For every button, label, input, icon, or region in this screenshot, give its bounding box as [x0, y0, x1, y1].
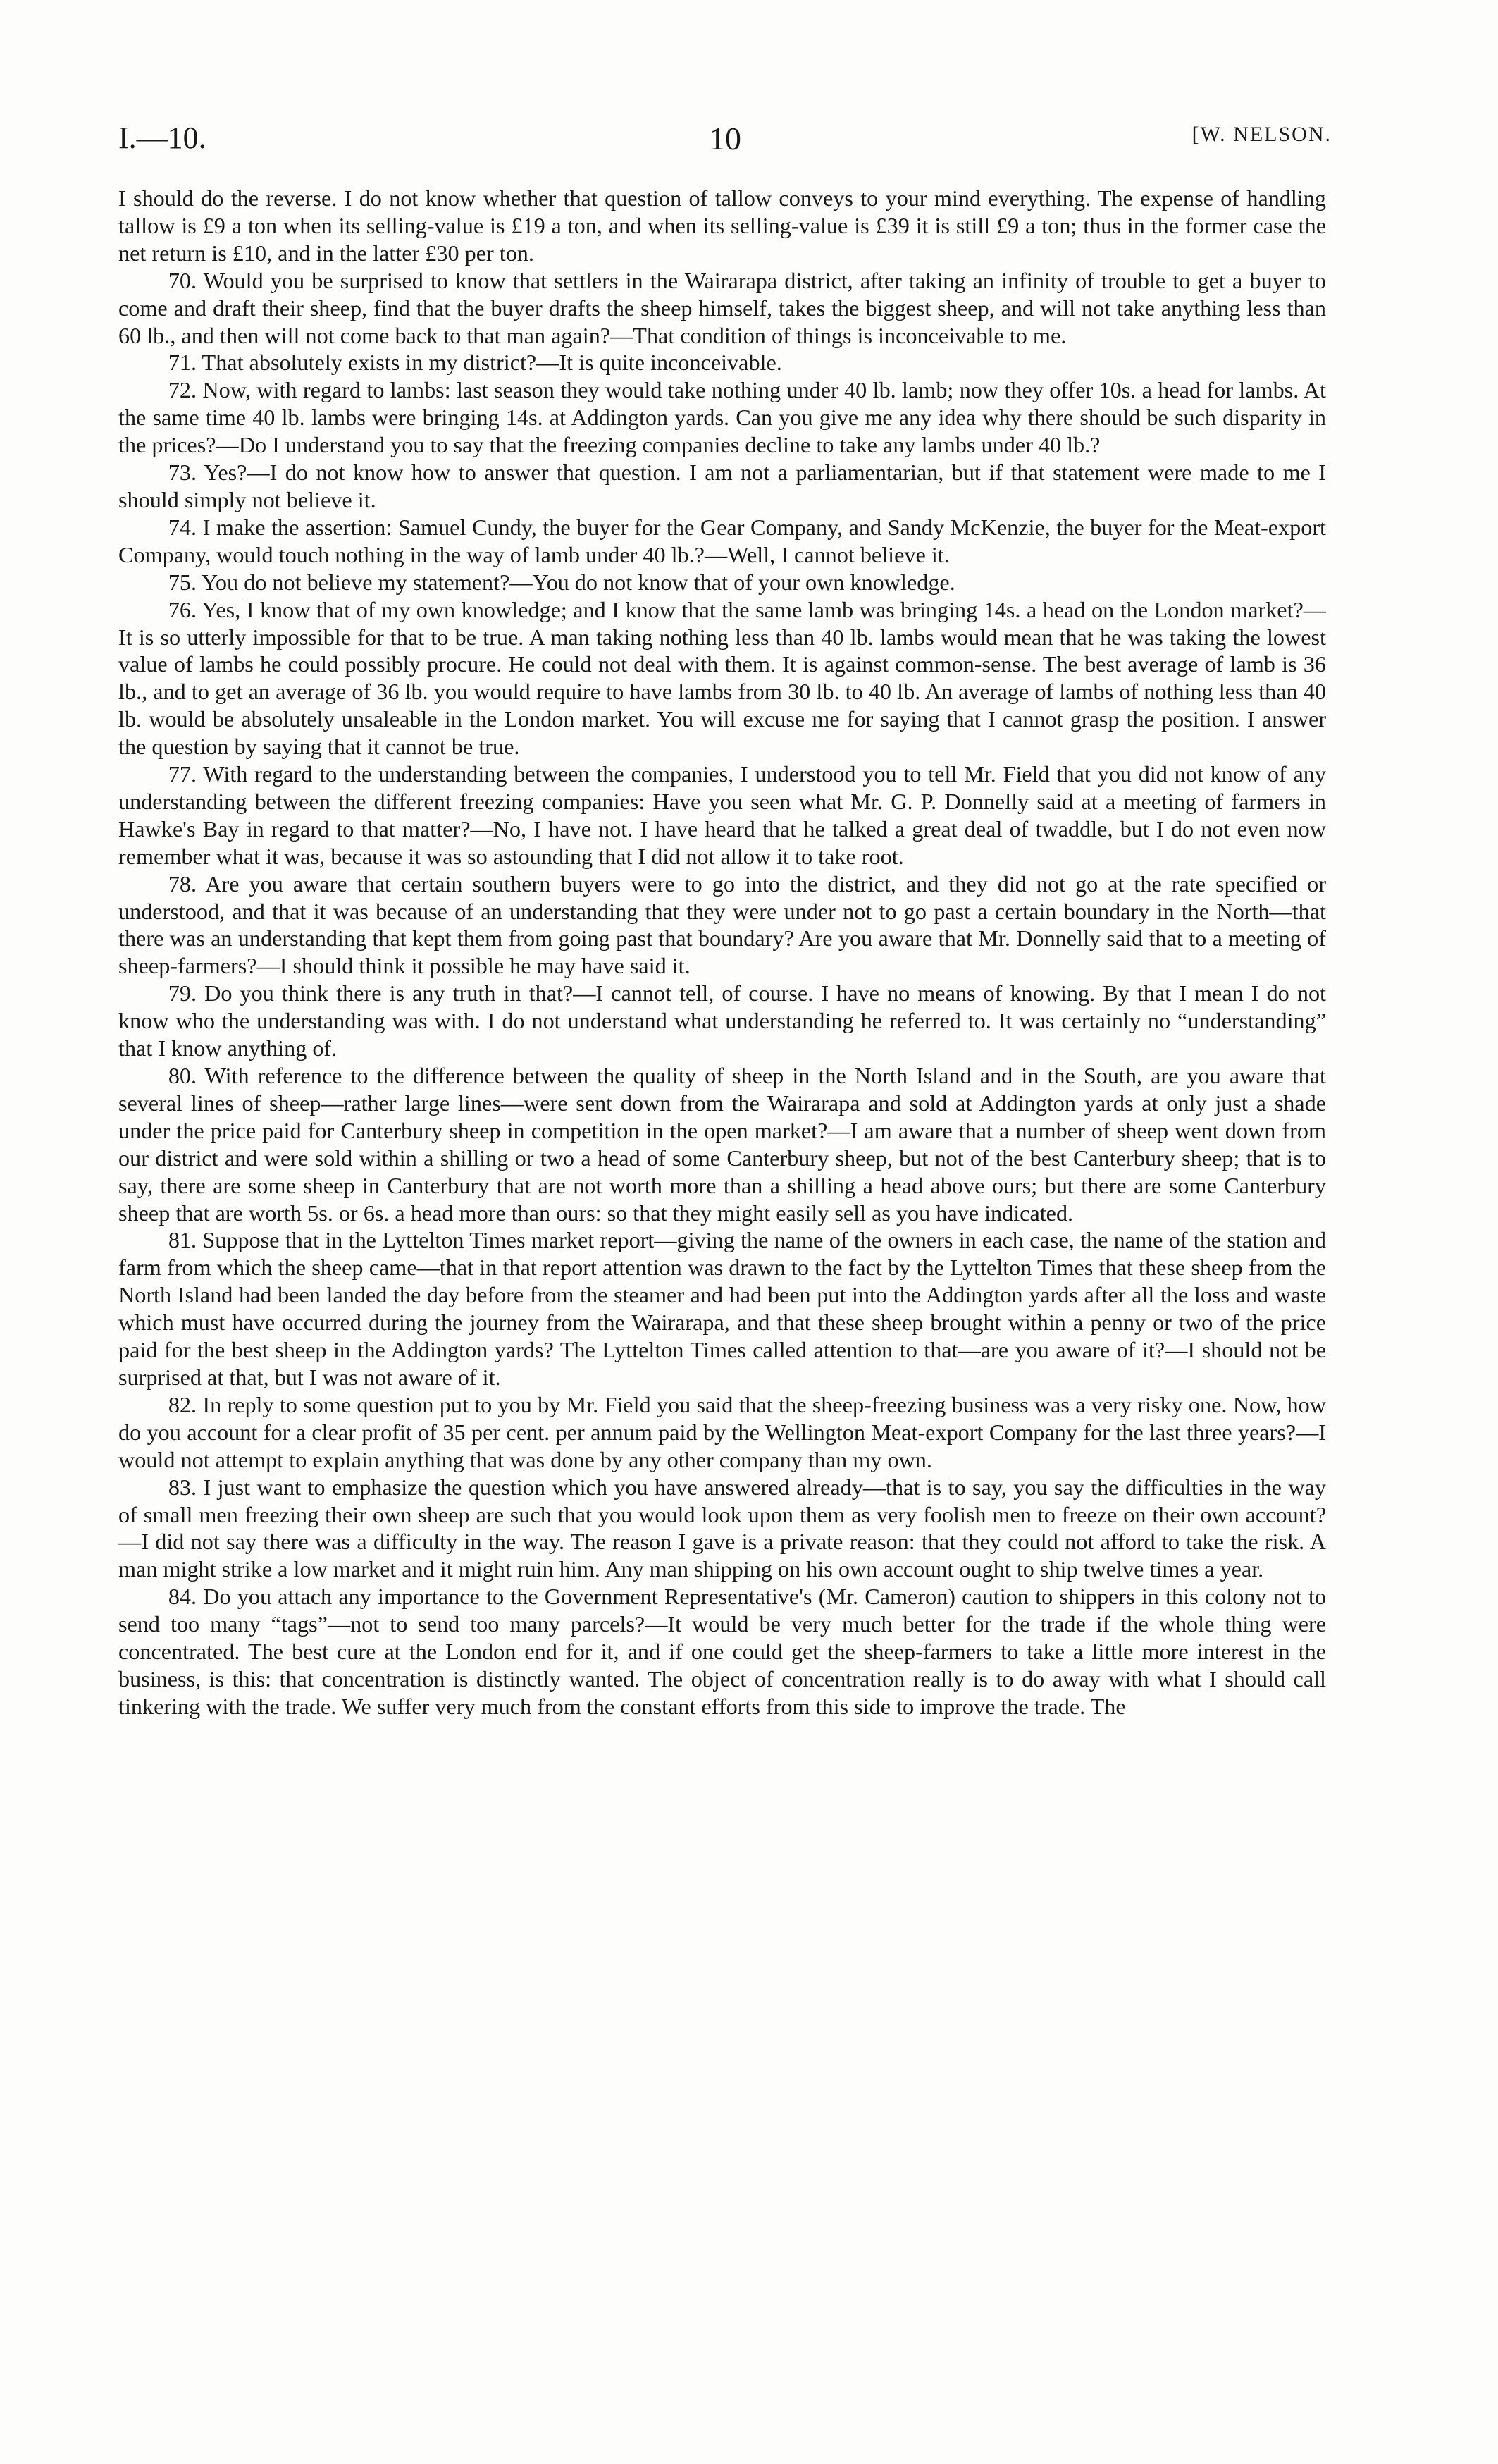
paragraph-q75: 75. You do not believe my statement?—You do not know that of your own knowledge.: [168, 569, 955, 595]
body-text: [118, 185, 1326, 1720]
paragraph-q80: 80. With reference to the difference between the quality of sheep in the North Island and in the South, are you aware that several lines of sheep—rather large lines—were sent down from the Wairarapa and sold at Addington yards at only just a shade under the price paid for Canterbury sheep in competition in the open market?—I am aware that a number of sheep went down from our district and were sold within a shilling or two a head of some Canterbury sheep, but not of the best Canterbury sheep; that is to say, there are some sheep in Canterbury that are not worth more than a shilling a head above ours; but there are some Canterbury sheep that are worth 5s. or 6s. a head more than ours: so that they might easily sell as you have indicated.: [118, 1063, 1326, 1226]
report-reference: I.—10.: [118, 121, 206, 155]
paragraph-q78: 78. Are you aware that certain southern buyers were to go into the district, and they did not go at the rate specified or understood, and that it was because of an understanding that they were under not to go past a certain boundary in the North—that there was an understanding that kept them from going past that boundary? Are you aware that Mr. Donnelly said that to a meeting of sheep-farmers?—I should think it possible he may have said it.: [118, 870, 1326, 979]
paragraph-q83: 83. I just want to emphasize the question which you have answered already—that is to say, you say the difficulties in the way of small men freezing their own sheep are such that you would look upon them as very foolish men to freeze on their own account?—I did not say there was a difficulty in the way. The reason I gave is a private reason: that they could not afford to take the risk. A man might strike a low market and it might ruin him. Any man shipping on his own account ought to ship twelve times a year.: [118, 1474, 1326, 1582]
paragraph-q77: 77. With regard to the understanding between the companies, I understood you to tell Mr. Field that you did not know of any understanding between the different freezing companies: Have you seen what Mr. G. P. Donnelly said at a meeting of farmers in Hawke's Bay in regard to that matter?—No, I have not. I have heard that he talked a great deal of twaddle, but I do not even now remember what it was, because it was so astounding that I did not allow it to take root.: [118, 761, 1326, 869]
paragraph-q79: 79. Do you think there is any truth in that?—I cannot tell, of course. I have no means of knowing. By that I mean I do not know who the understanding was with. I do not understand what understanding he referred to. It was certainly no “understanding” that I know anything of.: [118, 980, 1326, 1061]
paragraph-continuation: I should do the reverse. I do not know whether that question of tallow conveys to your mind everything. The expense of handling tallow is £9 a ton when its selling-value is £19 a ton, and when its selling-value is £39 it is still £9 a ton; thus in the former case the net return is £10, and in the latter £30 per ton.: [118, 185, 1326, 266]
paragraph-q74: 74. I make the assertion: Samuel Cundy, the buyer for the Gear Company, and Sandy McKenzie, the buyer for the Meat-export Company, would touch nothing in the way of lamb under 40 lb.?—Well, I cannot believe it.: [118, 514, 1326, 567]
page-header: [118, 113, 1332, 162]
paragraph-q82: 82. In reply to some question put to you by Mr. Field you said that the sheep-freezing business was a very risky one. Now, how do you account for a clear profit of 35 per cent. per annum paid by the Wellington Meat-export Company for the last three years?—I would not attempt to explain anything that was done by any other company than my own.: [118, 1391, 1326, 1472]
witness-name: [W. NELSON.: [1191, 123, 1332, 146]
page-number: 10: [709, 121, 741, 156]
paragraph-q73: 73. Yes?—I do not know how to answer that question. I am not a parliamentarian, but if that statement were made to me I should simply not believe it.: [118, 460, 1326, 512]
paragraph-q76: 76. Yes, I know that of my own knowledge; and I know that the same lamb was bringing 14s. a head on the London market?—It is so utterly impossible for that to be true. A man taking nothing less than 40 lb. lambs would mean that he was taking the lowest value of lambs he could possibly procure. He could not deal with them. It is against common-sense. The best average of lamb is 36 lb., and to get an average of 36 lb. you would require to have lambs from 30 lb. to 40 lb. An average of lambs of nothing less than 40 lb. would be absolutely unsaleable in the London market. You will excuse me for saying that I cannot grasp the position. I answer the question by saying that it cannot be true.: [118, 596, 1326, 760]
paragraph-q84: 84. Do you attach any importance to the Government Representative's (Mr. Cameron) caution to shippers in this colony not to send too many “tags”—not to send too many parcels?—It would be very much better for the trade if the whole thing were concentrated. The best cure at the London end for it, and if one could get the sheep-farmers to take a little more interest in the business, is this: that concentration is distinctly wanted. The object of concentration really is to do away with what I should call tinkering with the trade. We suffer very much from the constant efforts from this side to improve the trade. The: [118, 1584, 1326, 1719]
paragraph-q71: 71. That absolutely exists in my district?—It is quite inconceivable.: [168, 350, 782, 376]
paragraph-q72: 72. Now, with regard to lambs: last season they would take nothing under 40 lb. lamb; now they offer 10s. a head for lambs. At the same time 40 lb. lambs were bringing 14s. at Addington yards. Can you give me any idea why there should be such disparity in the prices?—Do I understand you to say that the freezing companies decline to take any lambs under 40 lb.?: [118, 377, 1326, 458]
paragraph-q70: 70. Would you be surprised to know that settlers in the Wairarapa district, after taking an infinity of trouble to get a buyer to come and draft their sheep, find that the buyer drafts the sheep himself, takes the biggest sheep, and will not take anything less than 60 lb., and then will not come back to that man again?—That condition of things is inconceivable to me.: [118, 267, 1326, 348]
paragraph-q81: 81. Suppose that in the Lyttelton Times market report—giving the name of the owners in each case, the name of the station and farm from which the sheep came—that in that report attention was drawn to the fact by the Lyttelton Times that these sheep from the North Island had been landed the day before from the steamer and had been put into the Addington yards after all the loss and waste which must have occurred during the journey from the Wairarapa, and that these sheep brought within a penny or two of the price paid for the best sheep in the Addington yards? The Lyttelton Times called attention to that—are you aware of it?—I should not be surprised at that, but I was not aware of it.: [118, 1227, 1326, 1390]
